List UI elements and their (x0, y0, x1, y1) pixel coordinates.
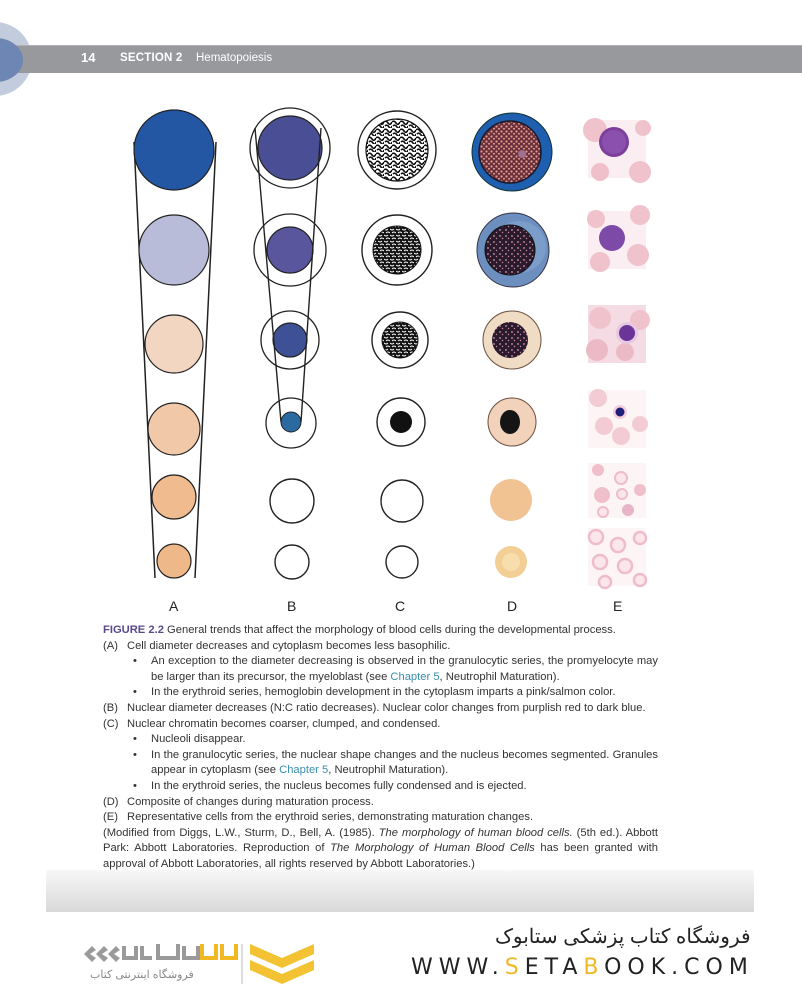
caption-source: (Modified from Diggs, L.W., Sturm, D., Bell, A. (1985). The morphology of human blood cells. (5th ed.). Abbott Park: Abbott Laboratories. Reproduction of The Morphology of Human Blood Cells has been granted with approval of Abbott Laboratories, all rights reserved by Abbott Laboratories.) (103, 826, 659, 870)
micrograph-2 (587, 205, 650, 272)
figure-caption (103, 623, 658, 873)
column-d-composite (472, 113, 552, 578)
micrograph-5 (588, 463, 646, 518)
page-number: 14 (81, 50, 96, 65)
caption-item-c: (C) Nuclear chromatin becomes coarser, clumped, and condensed. (103, 717, 441, 730)
micrograph-4 (588, 389, 648, 448)
caption-bullet: • In the erythroid series, hemoglobin development in the cytoplasm imparts a pink/salmon color. (103, 685, 658, 701)
caption-item-d: (D) Composite of changes during maturation process. (103, 795, 374, 808)
column-label-a: A (169, 598, 179, 614)
micrograph-1 (583, 118, 651, 183)
column-label-d: D (507, 598, 518, 614)
logo-subtitle: فروشگاه اینترنتی کتاب (90, 969, 194, 981)
chevron-logo-icon (84, 946, 120, 962)
column-c-nuclear-chromatin (358, 111, 436, 578)
caption-item-b: (B) Nuclear diameter decreases (N:C ratio decreases). Nuclear color changes from purplish red to dark blue. (103, 701, 646, 714)
column-label-c: C (395, 598, 406, 614)
setabook-emblem-icon (250, 944, 314, 984)
column-a-cell-diameter (134, 110, 216, 578)
caption-bullet: • An exception to the diameter decreasing is observed in the granulocytic series, the promyelocyte may be larger than its precursor, the myeloblast (see Chapter 5, Neutrophil Maturation). (103, 654, 658, 685)
store-url[interactable]: WWW.SETABOOK.COM (411, 955, 754, 980)
caption-item-a: (A) Cell diameter decreases and cytoplasm becomes less basophilic. (103, 639, 451, 652)
figure-number: FIGURE 2.2 (103, 624, 164, 636)
column-label-e: E (613, 598, 623, 614)
chapter-5-link[interactable]: Chapter 5 (279, 764, 329, 777)
caption-title: FIGURE 2.2 General trends that affect the morphology of blood cells during the developmental process. (103, 624, 616, 636)
store-title: فروشگاه کتاب پزشکی ستابوک (495, 926, 751, 948)
section-title: Hematopoiesis (196, 52, 273, 64)
chapter-5-link[interactable]: Chapter 5 (390, 670, 440, 683)
caption-bullet: • In the granulocytic series, the nuclear shape changes and the nucleus becomes segmented. Granules appear in cytoplasm (see Chapter 5, Neutrophil Maturation). (103, 748, 658, 779)
page-bottom-shadow (46, 870, 754, 912)
caption-bullet: • Nucleoli disappear. (103, 732, 658, 748)
section-label: SECTION 2 (120, 52, 183, 64)
column-b-nuclear-diameter (250, 108, 330, 579)
caption-item-e: (E) Representative cells from the erythroid series, demonstrating maturation changes. (103, 811, 534, 824)
micrograph-3 (586, 305, 650, 363)
column-e-micrographs (583, 118, 651, 588)
column-label-b: B (287, 598, 297, 614)
micrograph-6 (588, 528, 646, 588)
caption-bullet: • In the erythroid series, the nucleus becomes fully condensed and is ejected. (103, 779, 658, 795)
